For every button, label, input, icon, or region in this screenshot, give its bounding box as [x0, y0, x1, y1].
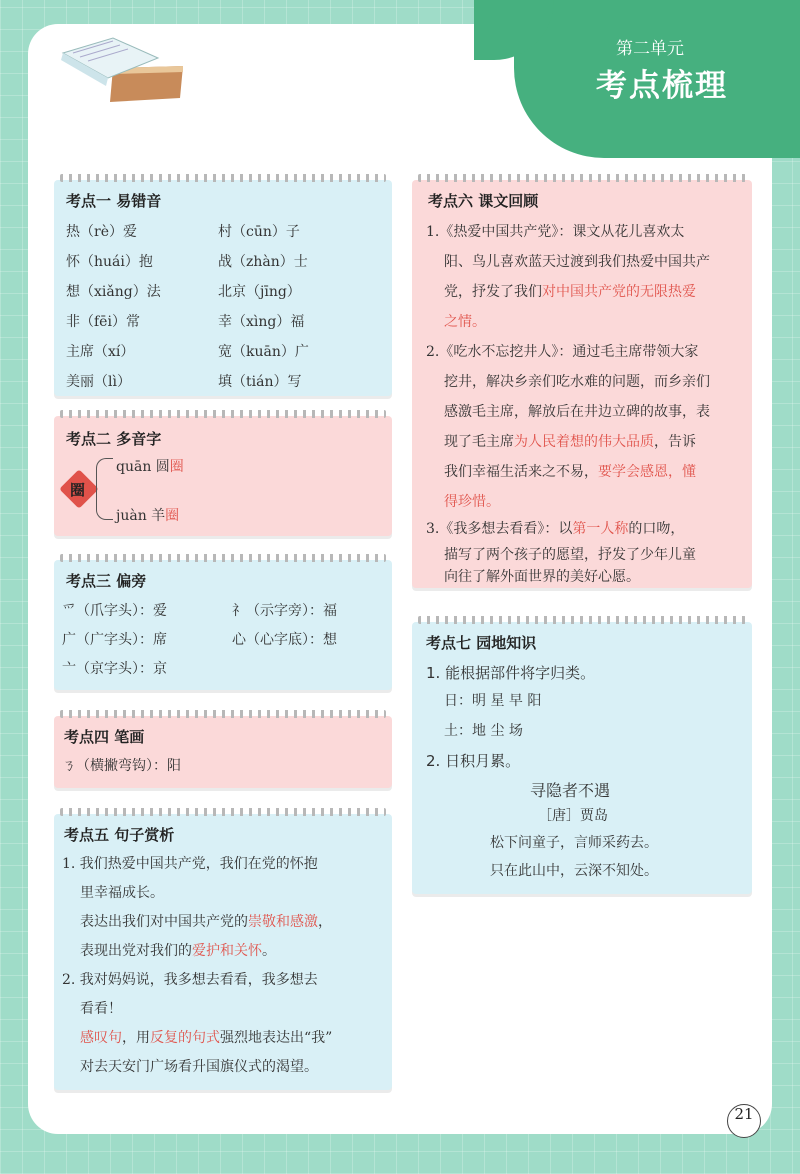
k6-p2-4c: ，告诉 [654, 434, 696, 450]
k7-r2: 土：地 尘 场 [444, 723, 523, 739]
k1-right-5: 宽（kuān）广 [218, 344, 309, 360]
k6-p1-3a: 党，抒发了我们 [444, 284, 542, 300]
k1-left-6: 美丽（lì） [66, 374, 131, 390]
k5-line-8: 对去天安门广场看升国旗仪式的渴望。 [80, 1059, 318, 1075]
k6-p1-3b: 对中国共产党的无限热爱 [542, 284, 696, 300]
k6-p3-1b: 第一人称 [572, 521, 629, 537]
k5-line-3a: 表达出我们对中国共产党的 [80, 914, 248, 930]
k7-s1: 1. 能根据部件将字归类。 [426, 664, 596, 682]
k6-p2-4b: 为人民着想的伟大品质 [514, 434, 654, 450]
k5-line-4 [80, 940, 276, 960]
k1-left-3: 想（xiǎng）法 [66, 284, 161, 300]
k1-left-2: 怀（huái）抱 [66, 254, 153, 270]
k3-title: 考点三 偏旁 [66, 572, 147, 590]
poem-line-2: 只在此山中，云深不知处。 [490, 863, 658, 879]
k6-p1-4: 之情。 [444, 314, 486, 330]
k6-p3-1c: 的口吻， [628, 521, 685, 537]
k5-line-7 [80, 1027, 332, 1047]
k5-line-2: 里幸福成长。 [80, 885, 164, 901]
k1-right-1: 村（cūn）子 [218, 224, 300, 240]
k5-line-4b: 爱护和关怀 [192, 943, 262, 959]
k6-p2-1: 2.《吃水不忘挖井人》：通过毛主席带领大家 [426, 344, 699, 360]
k6-p1-3 [444, 281, 696, 301]
k5-line-3 [80, 911, 332, 931]
k6-p3-1a: 3.《我多想去看看》：以 [426, 521, 573, 537]
brace-icon [96, 458, 113, 520]
k6-p1-2: 阳、鸟儿喜欢蓝天过渡到我们热爱中国共产 [444, 254, 710, 270]
k5-line-3b: 崇敬和感激 [248, 914, 318, 930]
k5-title: 考点五 句子赏析 [64, 826, 175, 844]
k2-line2 [116, 505, 179, 525]
k1-right-4: 幸（xìng）福 [218, 314, 305, 330]
k6-p2-4 [444, 431, 696, 451]
k5-line-3c: ， [318, 914, 332, 930]
k2-line1-pinyin: quān 圆 [116, 459, 170, 475]
char-badge-label: 圈 [70, 481, 86, 499]
k1-right-6: 填（tián）写 [218, 374, 302, 390]
k2-line1 [116, 456, 184, 476]
k5-line-7d: 强烈地表达出“我” [220, 1030, 333, 1046]
k5-line-1: 1. 我们热爱中国共产党，我们在党的怀抱 [62, 856, 318, 872]
page-title: 考点梳理 [596, 68, 728, 104]
k3-row-1: 爫（爪字头）：爱 [62, 603, 167, 619]
k6-p3-1 [426, 518, 684, 538]
k4-title: 考点四 笔画 [64, 728, 145, 746]
k1-title: 考点一 易错音 [66, 192, 162, 210]
k5-line-4a: 表现出党对我们的 [80, 943, 192, 959]
k6-p3-3: 向往了解外面世界的美好心愿。 [444, 569, 640, 585]
k1-left-5: 主席（xí） [66, 344, 135, 360]
k7-r1: 日：明 星 早 阳 [444, 693, 542, 709]
k3-row-right-1: 礻（示字旁）：福 [232, 603, 337, 619]
k7-s2: 2. 日积月累。 [426, 752, 521, 770]
k5-line-7a: 感叹句 [80, 1030, 122, 1046]
k7-title: 考点七 园地知识 [426, 634, 537, 652]
book-illustration [58, 28, 188, 108]
k3-row-2: 广（广字头）：席 [62, 632, 167, 648]
k6-p2-3: 感激毛主席，解放后在井边立碑的故事，表 [444, 404, 710, 420]
k6-title: 考点六 课文回顾 [428, 192, 539, 210]
page-number: 21 [727, 1104, 761, 1138]
k1-left-4: 非（fēi）常 [66, 314, 140, 330]
poem-title: 寻隐者不遇 [530, 781, 611, 800]
poem-author: ［唐］贾岛 [538, 808, 608, 824]
k3-row-right-2: 心（心字底）：想 [232, 632, 337, 648]
k1-right-3: 北京（jīng） [218, 284, 301, 300]
k2-line2-word: 圈 [165, 508, 180, 524]
k4-text: ㄋ（横撇弯钩）：阳 [62, 758, 181, 774]
k5-line-5: 2. 我对妈妈说，我多想去看看，我多想去 [62, 972, 318, 988]
k6-p2-5a: 我们幸福生活来之不易， [444, 464, 598, 480]
poem-line-1: 松下问童子，言师采药去。 [490, 835, 658, 851]
k6-p1-1: 1.《热爱中国共产党》：课文从花儿喜欢太 [426, 224, 685, 240]
k2-line1-word: 圈 [169, 459, 184, 475]
k2-title: 考点二 多音字 [66, 430, 162, 448]
k6-p2-5b: 要学会感恩，懂 [598, 464, 696, 480]
k6-p2-2: 挖井，解决乡亲们吃水难的问题，而乡亲们 [444, 374, 710, 390]
k6-p2-4a: 现了毛主席 [444, 434, 514, 450]
k1-right-2: 战（zhàn）士 [218, 254, 308, 270]
k3-row-3: 亠（京字头）：京 [62, 661, 167, 677]
k5-line-4c: 。 [262, 943, 276, 959]
k5-line-7c: 反复的句式 [150, 1030, 220, 1046]
k6-p2-5 [444, 461, 696, 481]
unit-label: 第二单元 [616, 39, 684, 59]
k6-p3-2: 描写了两个孩子的愿望，抒发了少年儿童 [444, 547, 696, 563]
k2-line2-pinyin: juàn 羊 [116, 508, 166, 524]
k6-p2-6: 得珍惜。 [444, 494, 500, 510]
k1-left-1: 热（rè）爱 [66, 224, 137, 240]
k5-line-6: 看看！ [80, 1001, 122, 1017]
k5-line-7b: ，用 [122, 1030, 150, 1046]
